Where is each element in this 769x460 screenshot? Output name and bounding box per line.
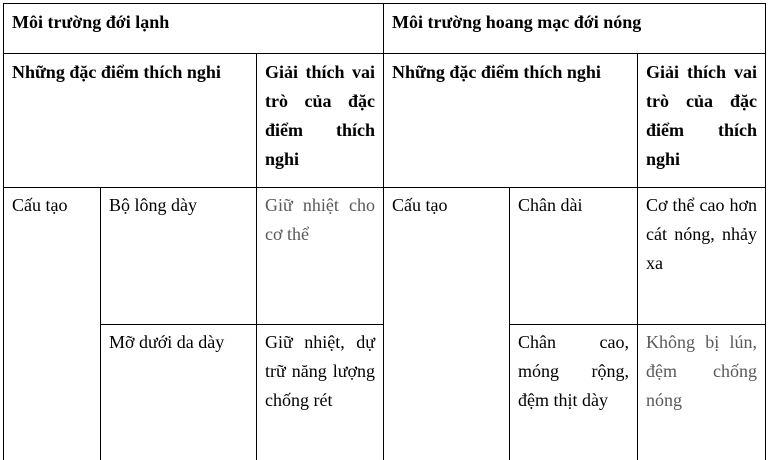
cold-explain-cell: Giữ nhiệt, dự trữ năng lượng chống rét [257,325,384,460]
cold-category-cell: Cấu tạo [4,188,101,460]
cold-env-header: Môi trường đới lạnh [4,4,384,54]
hot-explain-cell: Cơ thể cao hơn cát nóng, nhảy xa [638,188,766,325]
table-row [4,188,766,325]
cold-feature-cell: Bộ lông dày [101,188,257,325]
table-header-row [4,4,766,54]
cold-explain-cell: Giữ nhiệt cho cơ thể [257,188,384,325]
hot-env-header: Môi trường hoang mạc đới nóng [384,4,766,54]
table-subheader-row [4,54,766,188]
hot-feature-cell: Chân cao, móng rộng, đệm thịt dày [510,325,638,460]
hot-explain-header: Giải thích vai trò của đặc điểm thích nghi [638,54,766,188]
hot-features-header: Những đặc điểm thích nghi [384,54,638,188]
cold-feature-cell: Mỡ dưới da dày [101,325,257,460]
hot-category-cell: Cấu tạo [384,188,510,460]
cold-explain-header: Giải thích vai trò của đặc điểm thích nghi [257,54,384,188]
cold-features-header: Những đặc điểm thích nghi [4,54,257,188]
adaptation-table [3,3,766,460]
hot-feature-cell: Chân dài [510,188,638,325]
hot-explain-cell: Không bị lún, đệm chống nóng [638,325,766,460]
